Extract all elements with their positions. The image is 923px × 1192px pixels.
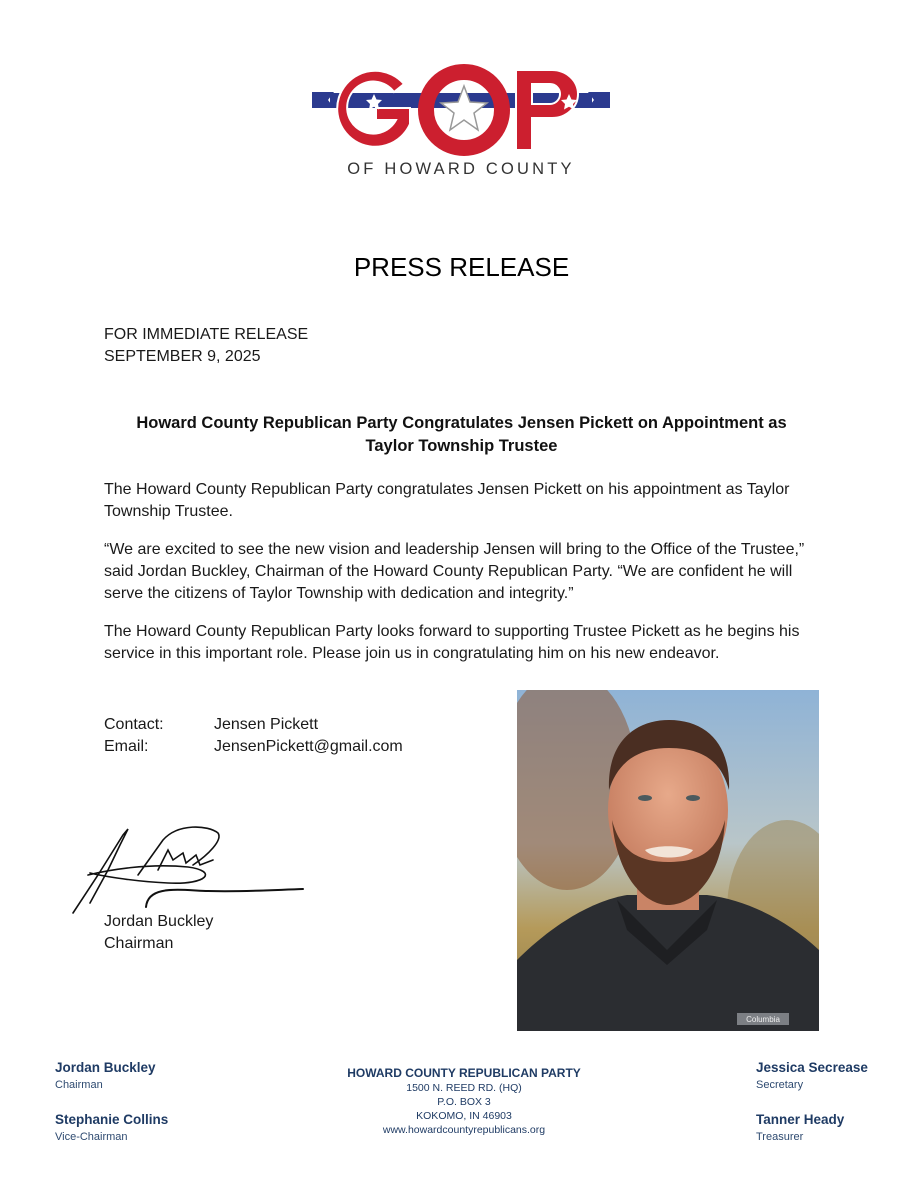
logo-subtitle: OF HOWARD COUNTY: [347, 160, 575, 178]
email-row: [104, 736, 403, 758]
officer-role: Vice-Chairman: [55, 1131, 128, 1143]
portrait-image: [517, 690, 819, 1031]
paragraph: “We are excited to see the new vision and leadership Jensen will bring to the Office of the Trustee,” said Jordan Buckley, Chairman of the Howard County Republican Party. “We are confident he will serve the citizens of Taylor Township with dedication and integrity.”: [104, 541, 805, 602]
portrait-photo: [517, 690, 819, 1031]
footer-officers-right: [756, 1060, 868, 1144]
footer-officer: [55, 1060, 168, 1092]
shirt-brand-text: Columbia: [746, 1015, 780, 1024]
signer-title: Chairman: [104, 935, 174, 952]
officer-name: Stephanie Collins: [55, 1112, 169, 1127]
letter-g: [337, 71, 410, 147]
paragraph: The Howard County Republican Party looks forward to supporting Trustee Pickett as he begins his service in this important role. Please join us in congratulating him on his new endeavor.: [104, 623, 800, 662]
contact-row: [104, 714, 403, 736]
paragraph: The Howard County Republican Party congratulates Jensen Pickett on his appointment as Taylor Township Trustee.: [104, 481, 790, 520]
officer-name: Jessica Secrease: [756, 1060, 868, 1075]
star-icon-center: [441, 86, 487, 130]
contact-name: Jensen Pickett: [214, 716, 319, 733]
headline-line-1: Howard County Republican Party Congratulates Jensen Pickett on Appointment as: [136, 414, 787, 432]
officer-role: Secretary: [756, 1079, 804, 1091]
org-address-line: KOKOMO, IN 46903: [416, 1110, 512, 1122]
footer-officer: [756, 1060, 868, 1092]
org-name: HOWARD COUNTY REPUBLICAN PARTY: [347, 1066, 581, 1080]
gop-logo-graphic: [312, 62, 610, 162]
footer-organization: [330, 1066, 598, 1137]
footer-officers-left: [55, 1060, 168, 1144]
page-title: PRESS RELEASE: [353, 252, 570, 282]
signer-block: [104, 911, 213, 955]
signature-stroke: [73, 829, 128, 913]
letter-p: [516, 70, 578, 150]
org-address-line: 1500 N. REED RD. (HQ): [406, 1082, 522, 1094]
footer-officer: [55, 1112, 168, 1144]
officer-role: Chairman: [55, 1079, 103, 1091]
contact-label: Contact:: [104, 716, 164, 733]
signature-stroke: [146, 889, 303, 907]
signature-stroke: [138, 827, 219, 875]
release-info: [104, 324, 308, 368]
officer-role: Treasurer: [756, 1131, 804, 1143]
signature: [68, 815, 318, 920]
release-date: SEPTEMBER 9, 2025: [104, 348, 261, 365]
contact-block: [104, 714, 403, 758]
body-paragraphs: [104, 479, 824, 681]
officer-name: Tanner Heady: [756, 1112, 845, 1127]
headline-line-2: Taylor Township Trustee: [365, 437, 558, 455]
email-address[interactable]: JensenPickett@gmail.com: [214, 738, 403, 755]
email-label: Email:: [104, 738, 149, 755]
headline: [104, 412, 819, 458]
org-address-line: P.O. BOX 3: [437, 1096, 491, 1108]
footer-officer: [756, 1112, 868, 1144]
officer-name: Jordan Buckley: [55, 1060, 156, 1075]
release-label: FOR IMMEDIATE RELEASE: [104, 326, 309, 343]
org-website-link[interactable]: www.howardcountyrepublicans.org: [382, 1124, 546, 1136]
signer-name: Jordan Buckley: [104, 913, 214, 930]
